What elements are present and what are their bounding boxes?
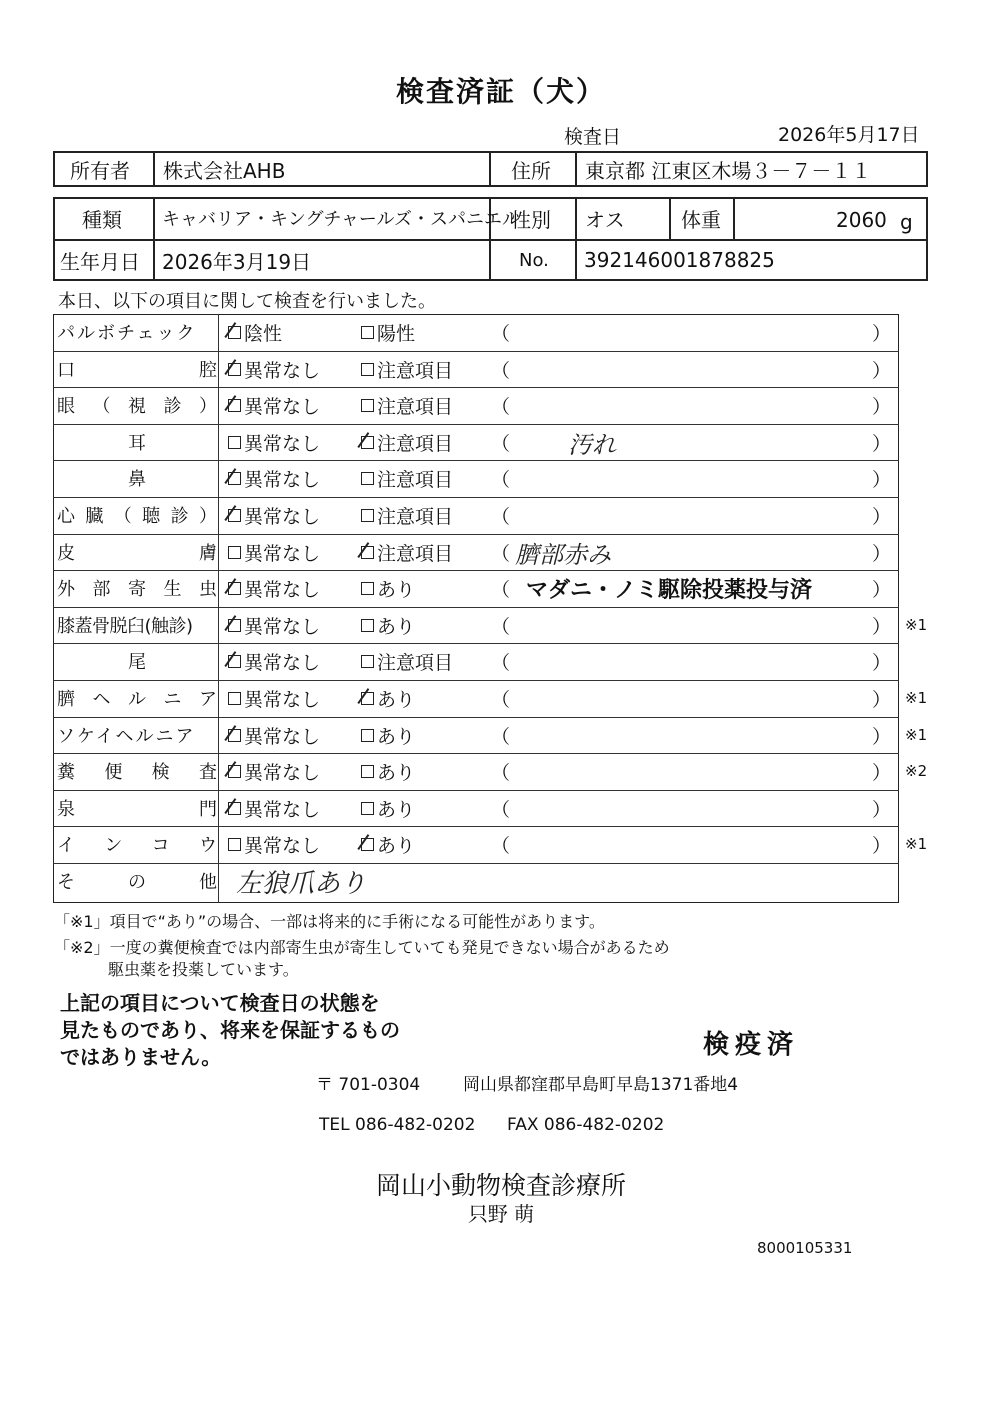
tel-number: TEL 086-482-0202 (319, 1115, 476, 1135)
option-attention[interactable] (361, 535, 453, 569)
open-paren: （ (491, 834, 511, 857)
close-paren: ） (872, 798, 892, 821)
option-normal[interactable] (228, 718, 320, 752)
option-label: 異常なし (244, 725, 321, 748)
open-paren: （ (491, 468, 511, 491)
footnote-1: 「※1」項目で“あり”の場合、一部は将来的に手術になる可能性があります。 (54, 912, 605, 931)
owner-value: 株式会社AHB (163, 158, 286, 183)
option-normal[interactable] (228, 827, 320, 861)
birth-label: 生年月日 (60, 249, 140, 274)
option-attention[interactable] (361, 827, 415, 861)
close-paren: ） (872, 322, 892, 345)
option-attention[interactable] (361, 791, 415, 825)
birth-value: 2026年3月19日 (162, 249, 312, 274)
row-label: 泉 門 (57, 799, 217, 820)
open-paren: （ (491, 725, 511, 748)
row-label: 耳 (128, 433, 146, 454)
option-attention[interactable] (361, 754, 415, 788)
checkbox-icon[interactable] (228, 399, 241, 412)
option-label: あり (377, 725, 416, 748)
close-paren: ） (872, 542, 892, 565)
checkbox-icon[interactable] (361, 692, 374, 705)
close-paren: ） (872, 578, 892, 601)
option-label: 異常なし (244, 688, 321, 711)
no-label: No. (519, 249, 549, 271)
checkbox-icon[interactable] (361, 619, 374, 632)
row-label: パルボチェック (57, 323, 197, 344)
owner-label: 所有者 (70, 158, 130, 183)
option-label: 異常なし (244, 432, 321, 455)
close-paren: ） (872, 761, 892, 784)
option-label: 注意項目 (377, 542, 454, 565)
option-normal[interactable] (228, 791, 320, 825)
row-label: 鼻 (128, 469, 146, 490)
option-normal[interactable] (228, 644, 320, 678)
address-value: 東京都 江東区木場３－７－１１ (585, 158, 872, 183)
checkbox-icon[interactable] (228, 326, 241, 339)
postal-code: 〒 701-0304 (316, 1075, 421, 1095)
checkbox-icon[interactable] (228, 729, 241, 742)
option-label: あり (377, 798, 416, 821)
option-label: 異常なし (244, 798, 321, 821)
close-paren: ） (872, 725, 892, 748)
option-label: 注意項目 (377, 395, 454, 418)
option-label: 異常なし (244, 395, 321, 418)
address-label: 住所 (511, 158, 551, 183)
sex-value: オス (585, 207, 625, 232)
option-normal[interactable] (228, 461, 320, 495)
checkbox-icon[interactable] (228, 363, 241, 376)
open-paren: （ (491, 542, 511, 565)
option-attention[interactable] (361, 498, 453, 532)
open-paren: （ (491, 761, 511, 784)
close-paren: ） (872, 834, 892, 857)
option-normal[interactable] (228, 498, 320, 532)
clinic-address: 岡山県都窪郡早島町早島1371番地4 (463, 1075, 739, 1095)
option-label: 注意項目 (377, 359, 454, 382)
option-normal[interactable] (228, 315, 282, 349)
option-label: 異常なし (244, 468, 321, 491)
footnote-2-line1: 「※2」一度の糞便検査では内部寄生虫が寄生していても発見できない場合があるため (54, 938, 670, 957)
option-attention[interactable] (361, 461, 453, 495)
checkbox-icon[interactable] (228, 436, 241, 449)
weight-value: 2060 (836, 208, 887, 232)
row-label: 臍 ヘ ル ニ ア (57, 689, 217, 710)
option-normal[interactable] (228, 754, 320, 788)
checkbox-icon[interactable] (228, 802, 241, 815)
row-comment: 臍部赤み (515, 540, 611, 569)
option-normal[interactable] (228, 608, 320, 642)
disclaimer-line-2: 見たものであり、将来を保証するもの (60, 1018, 400, 1042)
row-note: ※1 (905, 835, 928, 853)
option-label: 異常なし (244, 578, 321, 601)
checkbox-icon[interactable] (361, 546, 374, 559)
open-paren: （ (491, 395, 511, 418)
row-label: 糞 便 検 査 (57, 762, 217, 783)
checkbox-icon[interactable] (361, 472, 374, 485)
open-paren: （ (491, 322, 511, 345)
option-normal[interactable] (228, 388, 320, 422)
open-paren: （ (491, 578, 511, 601)
checkbox-icon[interactable] (361, 582, 374, 595)
page-title: 検査済証（犬） (395, 75, 606, 108)
close-paren: ） (872, 359, 892, 382)
row-label: 尾 (128, 652, 146, 673)
checkbox-icon[interactable] (361, 729, 374, 742)
option-label: あり (377, 688, 416, 711)
option-attention[interactable] (361, 644, 453, 678)
checkbox-icon[interactable] (228, 692, 241, 705)
option-attention[interactable] (361, 315, 415, 349)
open-paren: （ (491, 615, 511, 638)
option-label: 異常なし (244, 834, 321, 857)
row-comment: マダニ・ノミ駆除投薬投与済 (526, 577, 813, 603)
option-label: 注意項目 (377, 468, 454, 491)
row-label: イ ン コ ウ (57, 835, 217, 856)
breed-value: キャバリア・キングチャールズ・スパニエル (162, 209, 521, 230)
row-label: 心 臓 （ 聴 診 ） (57, 506, 217, 527)
row-label: ソケイヘルニア (57, 726, 196, 747)
open-paren: （ (491, 651, 511, 674)
option-label: 注意項目 (377, 432, 454, 455)
option-label: あり (377, 761, 416, 784)
option-label: 注意項目 (377, 505, 454, 528)
option-label: 陰性 (244, 322, 283, 345)
open-paren: （ (491, 505, 511, 528)
option-label: あり (377, 615, 416, 638)
option-normal[interactable] (228, 352, 320, 386)
checkbox-icon[interactable] (361, 399, 374, 412)
checkbox-icon[interactable] (228, 655, 241, 668)
intro-text: 本日、以下の項目に関して検査を行いました。 (58, 291, 436, 312)
checkbox-icon[interactable] (361, 838, 374, 851)
row-label: 口 腔 (57, 360, 217, 381)
checkbox-icon[interactable] (361, 436, 374, 449)
row-note: ※2 (905, 762, 928, 780)
close-paren: ） (872, 432, 892, 455)
row-label: 膝蓋骨脱臼(触診) (57, 616, 193, 637)
row-label: 眼 （ 視 診 ） (57, 396, 217, 417)
option-attention[interactable] (361, 352, 453, 386)
checkbox-icon[interactable] (228, 509, 241, 522)
close-paren: ） (872, 688, 892, 711)
checkbox-icon[interactable] (228, 765, 241, 778)
weight-label: 体重 (681, 207, 721, 232)
no-value: 392146001878825 (584, 248, 775, 272)
row-note: ※1 (905, 689, 928, 707)
option-label: 陽性 (377, 322, 416, 345)
disclaimer (60, 990, 400, 1071)
fax-number: FAX 086-482-0202 (507, 1115, 665, 1135)
checkbox-icon[interactable] (361, 326, 374, 339)
open-paren: （ (491, 432, 511, 455)
open-paren: （ (491, 359, 511, 382)
option-label: 異常なし (244, 651, 321, 674)
option-label: 異常なし (244, 542, 321, 565)
row-label: 外 部 寄 生 虫 (57, 579, 217, 600)
close-paren: ） (872, 468, 892, 491)
option-normal[interactable] (228, 535, 320, 569)
option-label: 異常なし (244, 505, 321, 528)
option-normal[interactable] (228, 681, 320, 715)
checkbox-icon[interactable] (228, 619, 241, 632)
option-label: 異常なし (244, 615, 321, 638)
checkbox-icon[interactable] (228, 546, 241, 559)
inspection-date-label: 検査日 (564, 126, 622, 148)
row-comment: 汚れ (568, 430, 616, 459)
disclaimer-line-1: 上記の項目について検査日の状態を (60, 991, 380, 1015)
close-paren: ） (872, 505, 892, 528)
option-attention[interactable] (361, 425, 453, 459)
option-label: あり (377, 578, 416, 601)
close-paren: ） (872, 651, 892, 674)
footnote-2-line2: 駆虫薬を投薬しています。 (108, 960, 299, 979)
option-label: 異常なし (244, 359, 321, 382)
open-paren: （ (491, 688, 511, 711)
row-note: ※1 (905, 726, 928, 744)
row-label: 皮 膚 (57, 543, 217, 564)
sex-label: 性別 (511, 207, 551, 232)
weight-unit: g (900, 210, 913, 234)
option-attention[interactable] (361, 608, 415, 642)
option-attention[interactable] (361, 571, 415, 605)
disclaimer-line-3: ではありません。 (60, 1045, 222, 1069)
checkbox-icon[interactable] (228, 472, 241, 485)
row-note: ※1 (905, 616, 928, 634)
checkbox-icon[interactable] (228, 582, 241, 595)
checkbox-icon[interactable] (361, 509, 374, 522)
quarantine-stamp: 検疫済 (703, 1030, 800, 1060)
inspection-date: 2026年5月17日 (778, 124, 920, 146)
option-normal[interactable] (228, 425, 320, 459)
clinic-name: 岡山小動物検査診療所 (375, 1171, 626, 1200)
checkbox-icon[interactable] (361, 802, 374, 815)
checkbox-icon[interactable] (228, 838, 241, 851)
vet-name: 只野 萌 (467, 1202, 535, 1226)
open-paren: （ (491, 798, 511, 821)
option-label: 異常なし (244, 761, 321, 784)
other-comment: 左狼爪あり (236, 868, 367, 899)
close-paren: ） (872, 615, 892, 638)
option-label: 注意項目 (377, 651, 454, 674)
option-label: あり (377, 834, 416, 857)
checkbox-icon[interactable] (361, 363, 374, 376)
close-paren: ） (872, 395, 892, 418)
option-attention[interactable] (361, 681, 415, 715)
option-attention[interactable] (361, 718, 415, 752)
checkbox-icon[interactable] (361, 765, 374, 778)
breed-label: 種類 (82, 207, 122, 232)
document-code: 8000105331 (757, 1239, 853, 1257)
option-normal[interactable] (228, 571, 320, 605)
option-attention[interactable] (361, 388, 453, 422)
row-label-other: そ の 他 (57, 872, 217, 893)
checkbox-icon[interactable] (361, 655, 374, 668)
